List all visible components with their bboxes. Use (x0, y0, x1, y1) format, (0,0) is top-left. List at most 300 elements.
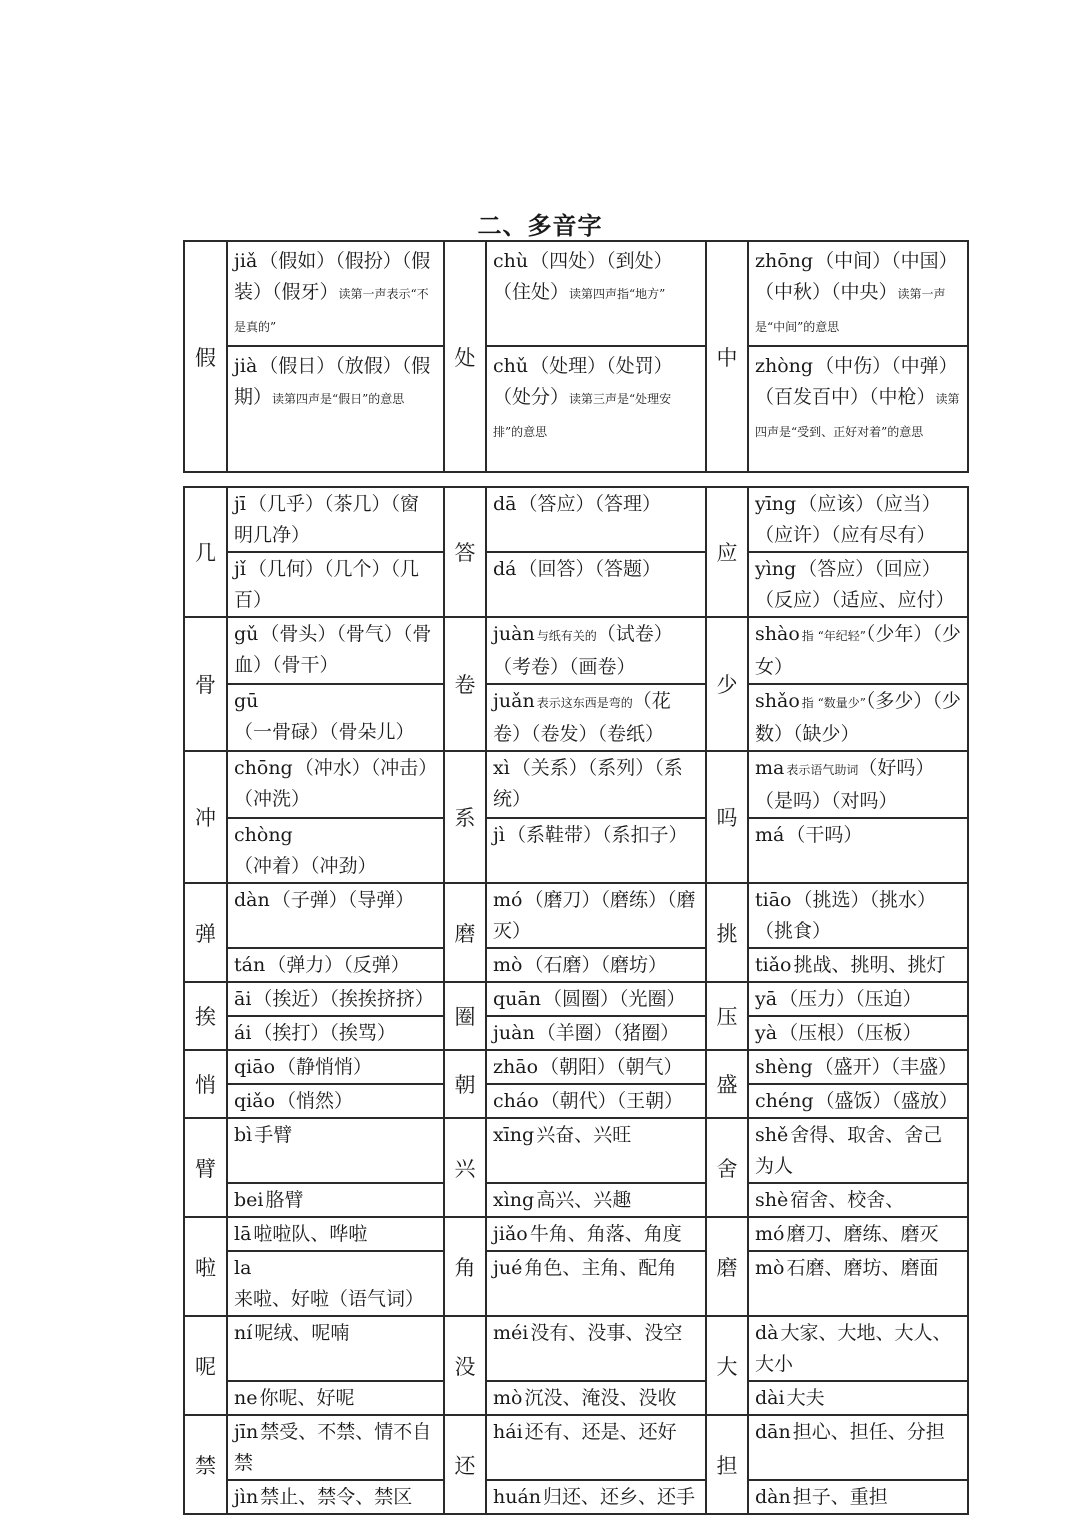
polyphone-character: 没 (454, 1354, 476, 1379)
polyphone-character: 几 (195, 541, 216, 565)
pinyin: zhòng (755, 355, 814, 377)
example-words: （圆圈）（光圈） (542, 988, 686, 1010)
grid-row (184, 1016, 968, 1050)
example-words: （压力）（压迫） (779, 988, 922, 1010)
reading-note: 指 “数量少” (801, 696, 866, 710)
reading-cell (486, 487, 706, 552)
reading-cell (748, 617, 968, 684)
example-words: （应该）（应当）（应许）（应有尽有） (755, 493, 941, 546)
pinyin: chòng (234, 824, 293, 846)
reading-cell (486, 948, 706, 982)
reading-note: 指 “年纪轻” (801, 629, 866, 643)
pinyin: méi (493, 1322, 529, 1344)
pinyin: dá (493, 558, 517, 580)
reading-cell (227, 1084, 444, 1118)
pinyin: ma (755, 757, 785, 779)
example-words: 禁受、不禁、情不自禁 (234, 1421, 432, 1474)
reading-cell (227, 1183, 444, 1217)
reading-cell (748, 818, 968, 883)
pinyin: yà (755, 1022, 778, 1044)
polyphone-character: 大 (716, 1354, 738, 1379)
character-cell (444, 1316, 486, 1415)
grid-row (184, 818, 968, 883)
example-words: 胳臂 (265, 1189, 304, 1211)
reading-cell (748, 1251, 968, 1316)
grid-row (184, 1183, 968, 1217)
pinyin: xì (493, 757, 510, 779)
character-cell (444, 751, 486, 883)
example-words: （冲着）（冲劲） (234, 855, 377, 877)
character-cell (706, 1415, 748, 1514)
character-cell (444, 883, 486, 982)
reading-cell (486, 1016, 706, 1050)
example-words: （静悄悄） (277, 1056, 373, 1078)
reading-cell (748, 1050, 968, 1084)
reading-cell (227, 552, 444, 617)
reading-cell (227, 751, 444, 818)
example-words: （朝阳）（朝气） (540, 1056, 683, 1078)
pinyin: bì (234, 1124, 253, 1146)
pinyin: jīn (234, 1421, 259, 1443)
example-words: 石磨、磨坊、磨面 (786, 1257, 939, 1279)
polyphone-character: 挑 (716, 921, 738, 946)
polyphone-character: 还 (454, 1453, 476, 1478)
polyphone-character: 挨 (195, 1005, 216, 1029)
character-cell (444, 487, 486, 617)
example-words: （挨打）（挨骂） (253, 1022, 396, 1044)
grid-row (184, 1415, 968, 1480)
polyphone-character: 圈 (454, 1005, 476, 1029)
pinyin: qiāo (234, 1056, 276, 1078)
top-table-row (184, 241, 968, 346)
pinyin: juǎn (493, 690, 535, 712)
example-words: （假如）（假扮）（假装）（假牙） (234, 250, 431, 303)
example-words: （回答）（答题） (518, 558, 662, 580)
reading-cell (227, 1415, 444, 1480)
polyphone-character: 少 (716, 673, 738, 697)
character-cell (184, 1415, 227, 1514)
grid-row (184, 684, 968, 751)
pinyin: mó (755, 1223, 785, 1245)
character-cell (184, 1050, 227, 1118)
character-cell (706, 1050, 748, 1118)
pinyin: xīng (493, 1124, 535, 1146)
character-cell (444, 241, 486, 472)
example-words: 啦啦队、哗啦 (253, 1223, 368, 1245)
polyphone-character: 啦 (195, 1255, 216, 1280)
polyphone-character: 假 (195, 345, 216, 370)
pinyin: shè (755, 1189, 789, 1211)
character-cell (706, 883, 748, 982)
reading-cell (748, 1480, 968, 1514)
example-words: 归还、还乡、还手 (543, 1486, 696, 1508)
reading-cell (227, 1118, 444, 1183)
grid-row (184, 1251, 968, 1316)
reading-note: 读第四声指“地方” (569, 287, 666, 301)
pinyin: shào (755, 623, 800, 645)
reading-note: 读第四声是“受到、正好对着”的意思 (755, 392, 960, 439)
character-cell (184, 751, 227, 883)
pinyin: shèng (755, 1056, 813, 1078)
example-words: 还有、还是、还好 (524, 1421, 677, 1443)
pinyin: mò (493, 954, 523, 976)
polyphone-table-grid (183, 486, 969, 1515)
pinyin: chǔ (493, 355, 529, 377)
example-words: （子弹）（导弹） (271, 889, 415, 911)
pinyin: bei (234, 1189, 264, 1211)
example-words: 担子、重担 (792, 1486, 888, 1508)
pinyin: jìn (234, 1486, 259, 1508)
pinyin: la (234, 1257, 252, 1279)
reading-cell (486, 1381, 706, 1415)
example-words: （关系）（系列）（系统） (493, 757, 683, 810)
reading-cell (486, 982, 706, 1016)
pinyin: yīng (755, 493, 797, 515)
reading-cell (486, 883, 706, 948)
reading-cell (227, 241, 444, 346)
reading-cell (227, 1016, 444, 1050)
polyphone-character: 臂 (195, 1156, 216, 1181)
example-words: 沉没、淹没、没收 (524, 1387, 677, 1409)
pinyin: dà (755, 1322, 779, 1344)
pinyin: yā (755, 988, 778, 1010)
reading-cell (227, 684, 444, 751)
polyphone-character: 弹 (195, 921, 216, 946)
example-words: 禁止、禁令、禁区 (260, 1486, 413, 1508)
pinyin: juàn (493, 623, 535, 645)
pinyin: ne (234, 1387, 258, 1409)
example-words: 大夫 (786, 1387, 825, 1409)
pinyin: jì (493, 824, 505, 846)
example-words: （中伤）（中弹）（百发百中）（中枪） (755, 355, 958, 408)
character-cell (184, 883, 227, 982)
example-words: 来啦、好啦（语气词） (234, 1288, 425, 1310)
grid-row (184, 552, 968, 617)
character-cell (184, 982, 227, 1050)
reading-cell (486, 1118, 706, 1183)
polyphone-character: 应 (716, 541, 738, 565)
character-cell (184, 1217, 227, 1316)
pinyin: ní (234, 1322, 253, 1344)
reading-cell (227, 1316, 444, 1381)
reading-cell (486, 751, 706, 818)
reading-cell (486, 1050, 706, 1084)
polyphone-character: 磨 (716, 1255, 738, 1280)
reading-cell (227, 948, 444, 982)
reading-cell (486, 1251, 706, 1316)
reading-cell (227, 982, 444, 1016)
reading-cell (748, 1381, 968, 1415)
example-words: （挑选）（挑水）（挑食） (755, 889, 936, 942)
reading-cell (486, 818, 706, 883)
pinyin: ái (234, 1022, 252, 1044)
character-cell (444, 982, 486, 1050)
polyphone-character: 卷 (454, 673, 476, 697)
example-words: （试卷）（考卷）（画卷） (493, 623, 673, 678)
pinyin: lā (234, 1223, 252, 1245)
pinyin: zhōng (755, 250, 814, 272)
grid-row (184, 982, 968, 1016)
character-cell (184, 241, 227, 472)
polyphone-character: 冲 (195, 806, 216, 830)
example-words: 挑战、挑明、挑灯 (793, 954, 946, 976)
character-cell (184, 617, 227, 751)
example-words: 你呢、好呢 (259, 1387, 355, 1409)
polyphone-character: 角 (454, 1255, 476, 1280)
reading-cell (227, 818, 444, 883)
reading-cell (227, 487, 444, 552)
reading-cell (227, 1050, 444, 1084)
character-cell (706, 241, 748, 472)
grid-row (184, 617, 968, 684)
pinyin: qiǎo (234, 1090, 276, 1112)
reading-cell (748, 346, 968, 472)
reading-cell (748, 948, 968, 982)
character-cell (184, 1316, 227, 1415)
example-words: （悄然） (277, 1090, 354, 1112)
pinyin: dài (755, 1387, 785, 1409)
character-cell (706, 487, 748, 617)
reading-cell (748, 751, 968, 818)
pinyin: jǐ (234, 558, 246, 580)
reading-cell (748, 1183, 968, 1217)
grid-row (184, 883, 968, 948)
pinyin: dàn (755, 1486, 791, 1508)
reading-cell (227, 1217, 444, 1251)
character-cell (444, 1118, 486, 1217)
example-words: （压根）（压板） (779, 1022, 922, 1044)
character-cell (706, 617, 748, 751)
reading-cell (748, 487, 968, 552)
polyphone-character: 担 (716, 1453, 738, 1478)
reading-cell (486, 684, 706, 751)
character-cell (184, 487, 227, 617)
polyphone-character: 答 (454, 541, 476, 565)
pinyin: jiǎ (234, 250, 258, 272)
example-words: 宿舍、校舍、 (790, 1189, 905, 1211)
example-words: 牛角、角落、角度 (529, 1223, 682, 1245)
pinyin: cháo (493, 1090, 539, 1112)
example-words: （磨刀）（磨练）（磨灭） (493, 889, 696, 942)
top-table-row (184, 346, 968, 472)
reading-cell (486, 1084, 706, 1118)
pinyin: gǔ (234, 623, 259, 645)
grid-row (184, 1480, 968, 1514)
pinyin: shǎo (755, 690, 800, 712)
reading-cell (486, 1316, 706, 1381)
example-words: 角色、主角、配角 (524, 1257, 677, 1279)
grid-row (184, 948, 968, 982)
pinyin: dàn (234, 889, 270, 911)
page-title: 二、多音字 (477, 212, 603, 240)
polyphone-character: 骨 (195, 673, 216, 697)
polyphone-character: 盛 (716, 1073, 738, 1097)
example-words: 手臂 (254, 1124, 293, 1146)
reading-cell (227, 883, 444, 948)
pinyin: xìng (493, 1189, 535, 1211)
pinyin: zhāo (493, 1056, 539, 1078)
reading-cell (748, 1016, 968, 1050)
pinyin: gū (234, 690, 259, 712)
polyphone-character: 处 (454, 345, 476, 370)
example-words: 舍得、取舍、舍己为人 (755, 1124, 943, 1177)
character-cell (706, 1217, 748, 1316)
polyphone-character: 禁 (195, 1453, 216, 1478)
reading-cell (748, 684, 968, 751)
pinyin: dā (493, 493, 517, 515)
reading-note: 表示语气助词 (786, 763, 859, 777)
example-words: （几乎）（茶几）（窗明几净） (234, 493, 419, 546)
pinyin: mò (493, 1387, 523, 1409)
reading-note: 读第一声表示“不是真的” (234, 287, 429, 334)
reading-note: 读第三声是“处理安排”的意思 (493, 392, 672, 439)
pinyin: dān (755, 1421, 791, 1443)
example-words: （骨头）（骨气）（骨血）（骨干） (234, 623, 432, 676)
polyphone-character: 兴 (454, 1156, 476, 1181)
reading-note: 与纸有关的 (536, 629, 597, 643)
example-words: （盛饭）（盛放） (815, 1090, 959, 1112)
grid-row (184, 1381, 968, 1415)
pinyin: shě (755, 1124, 789, 1146)
grid-row (184, 1217, 968, 1251)
example-words: （答应）（回应）（反应）（适应、应付） (755, 558, 955, 611)
grid-row (184, 487, 968, 552)
pinyin: jī (234, 493, 246, 515)
pinyin: hái (493, 1421, 523, 1443)
pinyin: jiǎo (493, 1223, 528, 1245)
example-words: （处理）（处罚）（处分） (493, 355, 673, 408)
polyphone-character: 呢 (195, 1354, 216, 1379)
reading-cell (486, 1183, 706, 1217)
pinyin: mò (755, 1257, 785, 1279)
reading-cell (748, 1316, 968, 1381)
polyphone-character: 舍 (716, 1156, 738, 1181)
pinyin: jué (493, 1257, 523, 1279)
reading-cell (748, 552, 968, 617)
reading-cell (486, 241, 706, 346)
polyphone-character: 悄 (195, 1073, 216, 1097)
grid-row (184, 1316, 968, 1381)
reading-cell (486, 1217, 706, 1251)
reading-cell (486, 1480, 706, 1514)
pinyin: má (755, 824, 785, 846)
reading-cell (486, 1415, 706, 1480)
character-cell (444, 617, 486, 751)
polyphone-character: 朝 (454, 1073, 476, 1097)
polyphone-character: 系 (454, 806, 476, 830)
pinyin: huán (493, 1486, 542, 1508)
pinyin: āi (234, 988, 252, 1010)
reading-note: 读第四声是“假日”的意思 (272, 392, 405, 406)
reading-cell (486, 346, 706, 472)
example-words: （好吗）（是吗）（对吗） (755, 757, 935, 812)
example-words: 没有、没事、没空 (530, 1322, 683, 1344)
reading-cell (748, 982, 968, 1016)
example-words: （一骨碌）（骨朵儿） (234, 721, 415, 743)
pinyin: mó (493, 889, 523, 911)
pinyin: jià (234, 355, 258, 377)
pinyin: tán (234, 954, 266, 976)
polyphone-character: 磨 (454, 921, 476, 946)
example-words: （答应）（答理） (518, 493, 662, 515)
example-words: 大家、大地、大人、大小 (755, 1322, 952, 1375)
reading-cell (748, 1084, 968, 1118)
reading-cell (748, 241, 968, 346)
example-words: （四处）（到处）（住处） (493, 250, 673, 303)
pinyin: yìng (755, 558, 797, 580)
pinyin: quān (493, 988, 541, 1010)
grid-row (184, 1084, 968, 1118)
pinyin: tiāo (755, 889, 792, 911)
reading-cell (748, 1217, 968, 1251)
pinyin: chù (493, 250, 529, 272)
reading-cell (748, 1415, 968, 1480)
reading-cell (486, 617, 706, 684)
reading-cell (748, 1118, 968, 1183)
example-words: （系鞋带）（系扣子） (506, 824, 688, 846)
example-words: 担心、担任、分担 (792, 1421, 945, 1443)
grid-row (184, 751, 968, 818)
example-words: 兴奋、兴旺 (536, 1124, 632, 1146)
reading-note: 表示这东西是弯的 (536, 696, 633, 710)
example-words: （冲水）（冲击）（冲洗） (234, 757, 428, 810)
example-words: （干吗） (786, 824, 863, 846)
polyphone-character: 吗 (716, 806, 738, 830)
character-cell (706, 1316, 748, 1415)
example-words: （弹力）（反弹） (267, 954, 410, 976)
reading-cell (227, 1251, 444, 1316)
example-words: （多少）（少数）（缺少） (755, 690, 961, 745)
example-words: 磨刀、磨练、磨灭 (786, 1223, 939, 1245)
reading-note: 读第一声是“中间”的意思 (755, 287, 946, 334)
reading-cell (227, 617, 444, 684)
example-words: （挨近）（挨挨挤挤） (253, 988, 434, 1010)
reading-cell (227, 346, 444, 472)
character-cell (444, 1050, 486, 1118)
example-words: 呢绒、呢喃 (254, 1322, 350, 1344)
example-words: （几何）（几个）（几百） (234, 558, 419, 611)
grid-row (184, 1118, 968, 1183)
polyphone-character: 中 (716, 345, 738, 370)
character-cell (706, 751, 748, 883)
example-words: （花卷）（卷发）（卷纸） (493, 690, 671, 745)
example-words: （朝代）（王朝） (540, 1090, 684, 1112)
reading-cell (748, 883, 968, 948)
character-cell (184, 1118, 227, 1217)
grid-row (184, 1050, 968, 1084)
example-words: 高兴、兴趣 (536, 1189, 632, 1211)
character-cell (444, 1217, 486, 1316)
pinyin: chéng (755, 1090, 814, 1112)
pinyin: tiǎo (755, 954, 792, 976)
example-words: （盛开）（丰盛） (814, 1056, 958, 1078)
reading-cell (227, 1480, 444, 1514)
example-words: （石磨）（磨坊） (524, 954, 667, 976)
character-cell (706, 982, 748, 1050)
example-words: （羊圈）（猪圈） (536, 1022, 680, 1044)
polyphone-character: 压 (716, 1005, 738, 1029)
example-words: （假日）（放假）（假期） (234, 355, 431, 408)
reading-cell (486, 552, 706, 617)
character-cell (706, 1118, 748, 1217)
character-cell (444, 1415, 486, 1514)
reading-cell (227, 1381, 444, 1415)
pinyin: juàn (493, 1022, 535, 1044)
polyphone-table-top (183, 240, 969, 473)
example-words: （少年）（少女） (755, 623, 961, 678)
example-words: （中间）（中国）（中秋）（中央） (755, 250, 958, 303)
pinyin: chōng (234, 757, 293, 779)
